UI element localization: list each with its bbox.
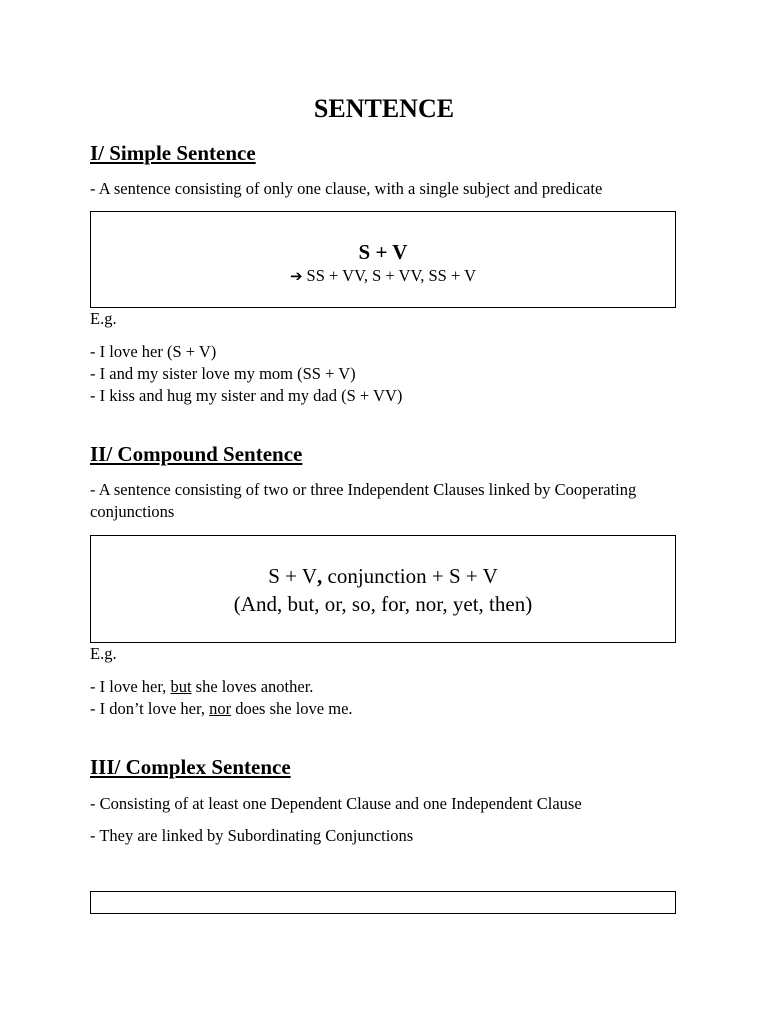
simple-example-3: - I kiss and hug my sister and my dad (S + VV) [90, 386, 403, 405]
simple-formula-box [90, 211, 676, 308]
simple-sentence-heading: I/ Simple Sentence [90, 141, 256, 165]
simple-formula-variants-line [91, 265, 675, 287]
simple-formula-main: S + V [358, 240, 408, 264]
simple-eg-label: E.g. [90, 309, 117, 328]
complex-formula-box [90, 891, 676, 914]
compound-formula-comma: , [317, 564, 323, 588]
simple-sentence-definition: - A sentence consisting of only one clause, with a single subject and predicate [90, 179, 603, 198]
simple-example-1: - I love her (S + V) [90, 342, 217, 361]
compound-sentence-definition: - A sentence consisting of two or three Independent Clauses linked by Cooperating conjunctions [90, 480, 637, 521]
compound-conjunction-list: (And, but, or, so, for, nor, yet, then) [233, 592, 533, 616]
simple-example-2: - I and my sister love my mom (SS + V) [90, 364, 356, 383]
example-text: does she love me. [231, 699, 353, 718]
compound-formula-line [91, 562, 675, 590]
compound-formula-box [90, 535, 676, 643]
compound-example-2 [90, 698, 690, 720]
example-text: - I don’t love her, [90, 699, 210, 718]
page-title: SENTENCE [313, 94, 455, 123]
compound-sentence-heading: II/ Compound Sentence [90, 442, 303, 466]
simple-formula-variants: SS + VV, S + VV, SS + V [306, 266, 477, 285]
compound-formula-part1: S + V [268, 564, 317, 588]
example-text: she loves another. [191, 677, 314, 696]
conjunction-word: nor [209, 699, 232, 718]
compound-example-1 [90, 676, 690, 698]
compound-eg-label: E.g. [90, 644, 117, 663]
complex-sentence-heading: III/ Complex Sentence [90, 755, 291, 779]
example-text: - I love her, [90, 677, 171, 696]
complex-point-2: - They are linked by Subordinating Conjunctions [90, 826, 414, 845]
conjunction-word: but [170, 677, 192, 696]
complex-point-1: - Consisting of at least one Dependent Clause and one Independent Clause [90, 794, 582, 813]
arrow-right-icon: ➔ [289, 267, 303, 285]
compound-formula-part2: conjunction + S + V [322, 564, 498, 588]
